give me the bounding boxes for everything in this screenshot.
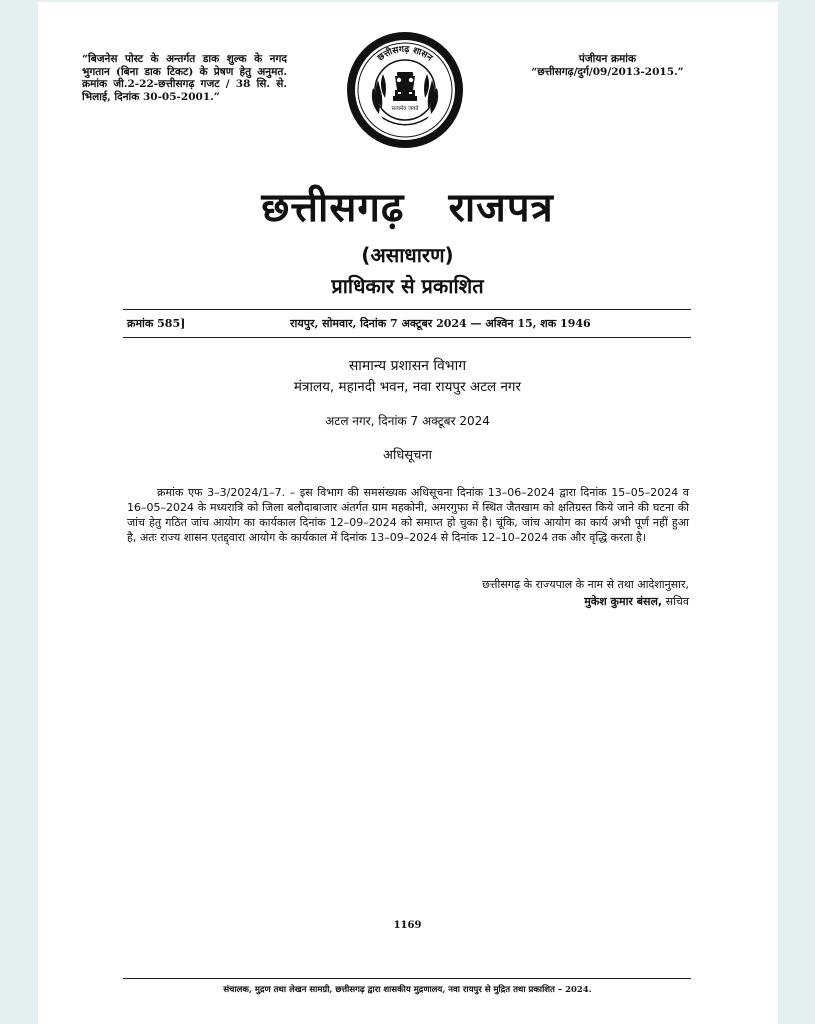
issue-top-rule bbox=[123, 309, 691, 310]
authority-line: छत्तीसगढ़ के राज्यपाल के नाम से तथा आदेशानुसार, bbox=[482, 578, 689, 591]
printer-line: संचालक, मुद्रण तथा लेखन सामग्री, छत्तीसगढ़ द्वारा शासकीय मुद्रणालय, नवा रायपुर से मुद्रित तथा प्रकाशित – 2024. bbox=[223, 985, 592, 995]
department-name: सामान्य प्रशासन विभाग bbox=[348, 358, 467, 374]
issue-number: क्रमांक 585] bbox=[127, 317, 186, 330]
notification-body: क्रमांक एफ 3–3/2024/1–7. – इस विभाग की समसंख्यक अधिसूचना दिनांक 13–06–2024 द्वारा दिनांक 15–05–2024 व 16–05–2024 के मध्यरात्रि को जिला बलौदाबाजार अंतर्गत ग्राम महकोनी, अमरगुफा में स्थित जैतखाम को क्षतिग्रस्त किये जाने की घटना की जांच हेतु गठित जांच आयोग का कार्यकाल दिनांक 12–09–2024 को समाप्त हो चुका है। चूंकि, जांच आयोग का कार्य अभी पूर्ण नहीं हुआ है, अतः राज्य शासन एतद्द्वारा आयोग के कार्यकाल में दिनांक 13–09–2024 से दिनांक 12–10–2024 तक और वृद्धि करता है। bbox=[127, 486, 689, 544]
footer-rule bbox=[123, 978, 691, 979]
issue-date-line: रायपुर, सोमवार, दिनांक 7 अक्टूबर 2024 — अश्विन 15, शक 1946 bbox=[290, 317, 591, 330]
signatory-title: सचिव bbox=[665, 595, 689, 608]
notification-place-date: अटल नगर, दिनांक 7 अक्टूबर 2024 bbox=[325, 414, 490, 428]
emblem-motto: सत्यमेव जयते bbox=[391, 106, 419, 112]
gazette-title bbox=[0, 178, 815, 233]
signatory-name: मुकेश कुमार बंसल, bbox=[584, 595, 663, 608]
published-by-authority: प्राधिकार से प्रकाशित bbox=[331, 274, 484, 298]
signatory bbox=[413, 594, 689, 609]
emblem-arc-text: छत्तीसगढ़ शासन bbox=[376, 44, 434, 64]
registration-block bbox=[520, 53, 695, 78]
notification-heading: अधिसूचना bbox=[383, 448, 432, 463]
issue-bottom-rule bbox=[123, 337, 691, 338]
extraordinary-label: (असाधारण) bbox=[361, 243, 454, 267]
postal-notice: “बिजनेस पोस्ट के अन्तर्गत डाक शुल्क के नगद भुगतान (बिना डाक टिकट) के प्रेषण हेतु अनुमत. क्रमांक जी.2-22-छत्तीसगढ़ गजट / 38 सि. से. भिलाई, दिनांक 30-05-2001.” bbox=[82, 53, 287, 103]
gazette-title-gazette: राजपत्र bbox=[448, 185, 554, 231]
state-emblem bbox=[345, 28, 465, 160]
gazette-title-state: छत्तीसगढ़ bbox=[261, 185, 405, 231]
registration-label: पंजीयन क्रमांक bbox=[578, 53, 637, 65]
registration-number: “छत्तीसगढ़/दुर्ग/09/2013-2015.” bbox=[531, 65, 684, 78]
department-address: मंत्रालय, महानदी भवन, नवा रायपुर अटल नगर bbox=[293, 379, 522, 395]
page-number: 1169 bbox=[393, 920, 422, 931]
